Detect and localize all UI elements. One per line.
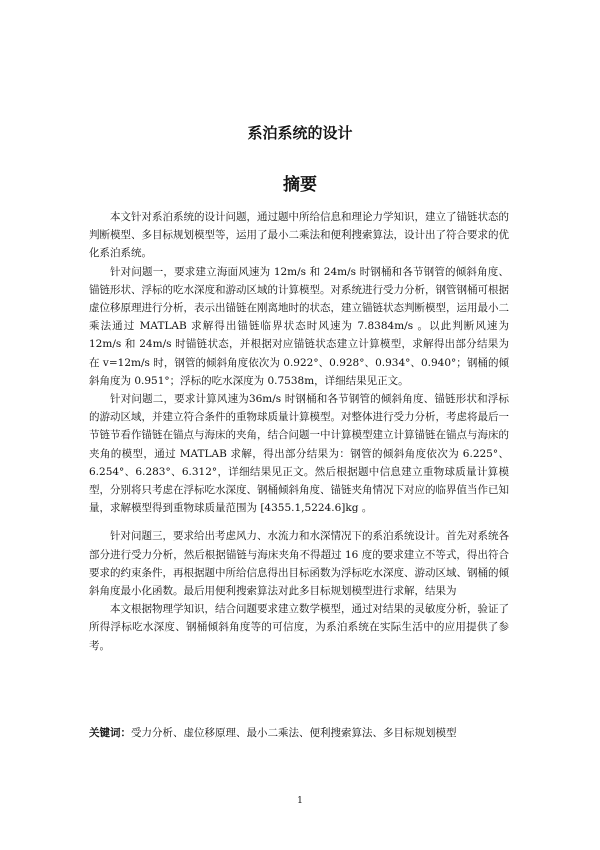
abstract-paragraph-problem-2: 针对问题二，要求计算风速为36m/s 时钢桶和各节钢管的倾斜角度、锚链形状和浮标的游动区域，并建立符合条件的重物球质量计算模型。对整体进行受力分析，考虑将最后一节链节看作锚链在锚点与海床的夹角，结合问题一中计算模型建立计算锚链在锚点与海床的夹角的模型，通过 MATLAB 求解，得出部分结果为：钢管的倾斜角度依次为 6.225°、6.254°、6.283°、6.312°，详细结果见正文。然后根据题中信息建立重物球质量计算模型，分别将只考虑在浮标吃水深度、钢桶倾斜角度、锚链夹角情况下对应的临界值当作已知量，求解模型得到重物球质量范围为 [4355.1,5224.6]kg 。 xyxy=(89,393,509,515)
abstract-heading: 摘要 xyxy=(283,175,317,195)
abstract-paragraph-conclusion: 本文根据物理学知识，结合问题要求建立数学模型，通过对结果的灵敏度分析，验证了所得浮标吃水深度、钢桶倾斜角度等的可信度，为系泊系统在实际生活中的应用提供了参考。 xyxy=(89,603,509,652)
keywords-label: 关键词： xyxy=(89,727,131,739)
abstract-paragraph-problem-3: 针对问题三，要求给出考虑风力、水流力和水深情况下的系泊系统设计。首先对系统各部分进行受力分析，然后根据锚链与海床夹角不得超过 16 度的要求建立不等式，得出符合要求的约束条件，再根据题中所给信息得出目标函数为浮标吃水深度、游动区域、钢桶的倾斜角度最小化函数。最后用便利搜索算法对此多目标规划模型进行求解，结果为 xyxy=(89,530,509,598)
abstract-body xyxy=(89,208,509,655)
paper-title: 系泊系统的设计 xyxy=(247,124,353,142)
page-number: 1 xyxy=(297,796,303,806)
keywords-text: 受力分析、虚位移原理、最小二乘法、便利搜索算法、多目标规划模型 xyxy=(131,727,457,739)
keywords-line xyxy=(89,725,519,741)
abstract-paragraph-intro: 本文针对系泊系统的设计问题，通过题中所给信息和理论力学知识，建立了锚链状态的判断模型、多目标规划模型等，运用了最小二乘法和便利搜索算法，设计出了符合要求的优化系泊系统。 xyxy=(89,211,509,260)
abstract-paragraph-problem-1: 针对问题一，要求建立海面风速为 12m/s 和 24m/s 时钢桶和各节钢管的倾斜角度、锚链形状、浮标的吃水深度和游动区域的计算模型。对系统进行受力分析，钢管钢桶可根据虚位移原理进行分析，表示出锚链在刚离地时的状态，建立锚链状态判断模型，运用最小二乘法通过 MATLAB 求解得出锚链临界状态时风速为 7.8384m/s 。以此判断风速为12m/s 和 24m/s 时锚链状态，并根据对应锚链状态建立计算模型，求解得出部分结果为在 v=12m/s 时，钢管的倾斜角度依次为 0.922°、0.928°、0.934°、0.940°；钢桶的倾斜角度为 0.951°；浮标的吃水深度为 0.7538m，详细结果见正文。 xyxy=(89,265,509,387)
